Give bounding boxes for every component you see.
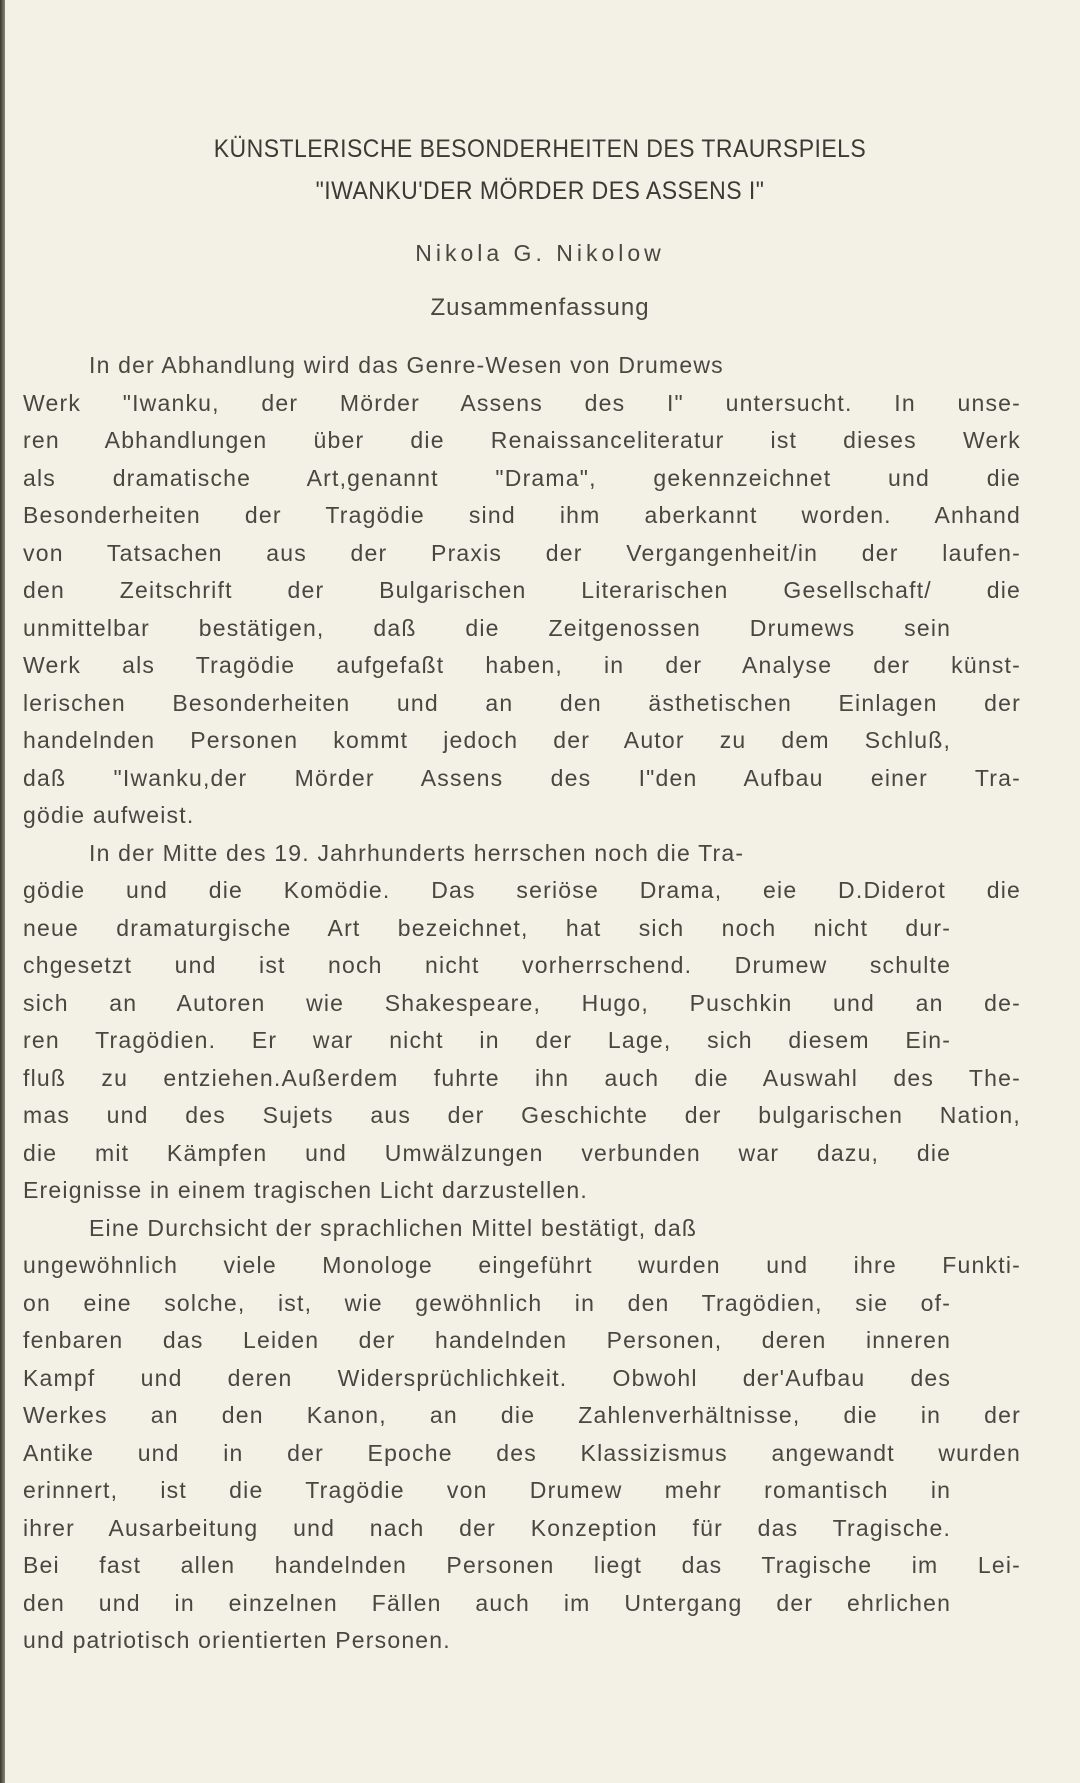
text-line: ren Tragödien. Er war nicht in der Lage, sich diesem Ein- xyxy=(23,1027,952,1053)
text-line: neue dramaturgische Art bezeichnet, hat sich noch nicht dur- xyxy=(23,914,952,941)
text-line: ungewöhnlich viele Monologe eingeführt wurden und ihre Funkti- xyxy=(23,1252,1021,1278)
text-line: Besonderheiten der Tragödie sind ihm aberkannt worden. Anhand xyxy=(23,502,1021,528)
text-line: lerischen Besonderheiten und an den ästhetischen Einlagen der xyxy=(23,689,1021,716)
text-line: Werk "Iwanku, der Mörder Assens des I" untersucht. In unse- xyxy=(23,389,1021,416)
text-line: ihrer Ausarbeitung und nach der Konzeption für das Tragische. xyxy=(23,1514,952,1541)
text-line: unmittelbar bestätigen, daß die Zeitgenossen Drumews sein xyxy=(23,614,952,641)
page-edge-shadow xyxy=(0,0,5,1783)
text-line: Ereignisse in einem tragischen Licht darzustellen. xyxy=(23,1177,588,1203)
text-line: Werk als Tragödie aufgefaßt haben, in der Analyse der künst- xyxy=(23,652,1021,678)
text-line: fenbaren das Leiden der handelnden Personen, deren inneren xyxy=(23,1327,952,1353)
text-line: fluß zu entziehen.Außerdem fuhrte ihn auch die Auswahl des The- xyxy=(23,1064,1021,1091)
text-line: on eine solche, ist, wie gewöhnlich in den Tragödien, sie of- xyxy=(23,1289,952,1316)
text-line: als dramatische Art,genannt "Drama", gekennzeichnet und die xyxy=(23,464,1021,491)
text-line: Eine Durchsicht der sprachlichen Mittel bestätigt, daß xyxy=(89,1214,698,1241)
author-name: Nikola G. Nikolow xyxy=(415,240,665,266)
text-line: In der Abhandlung wird das Genre-Wesen von Drumews xyxy=(89,352,724,378)
text-line: und patriotisch orientierten Personen. xyxy=(23,1627,451,1653)
text-line: den und in einzelnen Fällen auch im Untergang der ehrlichen xyxy=(23,1589,952,1616)
text-line: Antike und in der Epoche des Klassizismus angewandt wurden xyxy=(23,1439,1021,1466)
text-line: Bei fast allen handelnden Personen liegt das Tragische im Lei- xyxy=(23,1552,1021,1578)
text-line: sich an Autoren wie Shakespeare, Hugo, Puschkin und an de- xyxy=(23,989,1021,1016)
text-line: Kampf und deren Widersprüchlichkeit. Obwohl der'Aufbau des xyxy=(23,1364,952,1391)
text-line: Werkes an den Kanon, an die Zahlenverhältnisse, die in der xyxy=(23,1402,1021,1428)
section-heading: Zusammenfassung xyxy=(430,294,650,321)
text-line: In der Mitte des 19. Jahrhunderts herrschen noch die Tra- xyxy=(89,839,745,866)
text-line: von Tatsachen aus der Praxis der Vergangenheit/in der laufen- xyxy=(23,539,1021,566)
summary-body xyxy=(23,347,1021,1660)
text-line: den Zeitschrift der Bulgarischen Literarischen Gesellschaft/ die xyxy=(23,577,1021,603)
text-line: erinnert, ist die Tragödie von Drumew mehr romantisch in xyxy=(23,1477,952,1503)
title-line-2: "IWANKU'DER MÖRDER DES ASSENS I" xyxy=(315,177,765,205)
text-line: chgesetzt und ist noch nicht vorherrschend. Drumew schulte xyxy=(23,952,952,978)
text-line: daß "Iwanku,der Mörder Assens des I"den Aufbau einer Tra- xyxy=(23,764,1021,791)
text-line: gödie und die Komödie. Das seriöse Drama, eie D.Diderot die xyxy=(23,877,1021,903)
text-line: ren Abhandlungen über die Renaissanceliteratur ist dieses Werk xyxy=(23,427,1021,453)
text-line: gödie aufweist. xyxy=(23,802,195,828)
text-line: mas und des Sujets aus der Geschichte der bulgarischen Nation, xyxy=(23,1102,1021,1128)
text-line: handelnden Personen kommt jedoch der Autor zu dem Schluß, xyxy=(23,727,952,753)
text-line: die mit Kämpfen und Umwälzungen verbunden war dazu, die xyxy=(23,1139,952,1166)
title-line-1: KÜNSTLERISCHE BESONDERHEITEN DES TRAURSPIELS xyxy=(213,135,867,163)
